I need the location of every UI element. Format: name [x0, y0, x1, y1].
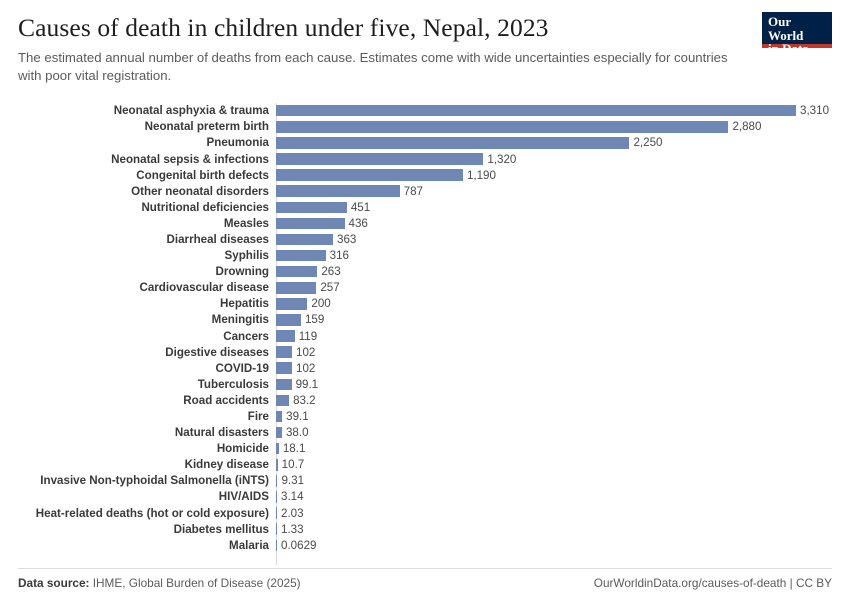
bar-category-label: Pneumonia — [206, 136, 269, 150]
bar-category-label: Measles — [223, 216, 269, 230]
bar[interactable] — [276, 169, 463, 181]
data-source-label: Data source: — [18, 576, 90, 590]
bar-row[interactable] — [18, 425, 832, 441]
bar-track — [276, 344, 832, 360]
bar-value-label: 787 — [403, 184, 423, 198]
bar-track — [276, 457, 832, 473]
bar[interactable] — [276, 330, 295, 342]
bar-value-label: 451 — [350, 200, 371, 214]
bar[interactable] — [276, 250, 326, 262]
data-source — [18, 576, 301, 590]
bar-category-label: Fire — [247, 410, 269, 423]
bar-track — [276, 360, 832, 376]
bar-row[interactable] — [18, 376, 832, 392]
bar-track — [276, 441, 832, 457]
bar-value-label: 102 — [296, 361, 316, 375]
bar-value-label: 257 — [320, 281, 340, 295]
bar-value-label: 159 — [304, 313, 325, 327]
bar[interactable] — [276, 137, 629, 149]
bar-track — [276, 312, 832, 328]
bar-value-label: 39.1 — [286, 410, 309, 423]
bar[interactable] — [276, 379, 292, 391]
bar-track — [276, 183, 832, 199]
bar-track — [276, 215, 832, 231]
bar[interactable] — [276, 491, 277, 503]
bar[interactable] — [276, 507, 277, 519]
bar-category-label: HIV/AIDS — [218, 490, 269, 504]
bar-row[interactable] — [18, 151, 832, 167]
bar-row[interactable] — [18, 457, 832, 473]
bar-row[interactable] — [18, 521, 832, 537]
bar-row[interactable] — [18, 344, 832, 360]
bar-category-label: Syphilis — [224, 249, 269, 263]
bar-category-label: Congenital birth defects — [136, 168, 269, 182]
bar[interactable] — [276, 153, 483, 165]
bar-row[interactable] — [18, 167, 832, 183]
bar-track — [276, 489, 832, 505]
page-title: Causes of death in children under five, Nepal, 2023 — [18, 13, 549, 42]
bar-row[interactable] — [18, 473, 832, 489]
bar-track — [276, 231, 832, 247]
bar[interactable] — [276, 362, 292, 374]
bar-value-label: 2,880 — [732, 120, 762, 134]
bar-category-label: Invasive Non-typhoidal Salmonella (iNTS) — [40, 474, 269, 488]
bar-track — [276, 473, 832, 489]
bar-row[interactable] — [18, 103, 832, 119]
bar[interactable] — [276, 121, 728, 133]
footer-attribution[interactable]: OurWorldinData.org/causes-of-death | CC BY — [593, 576, 832, 590]
bar-row[interactable] — [18, 231, 832, 247]
bar-track — [276, 151, 832, 167]
bar-category-label: Neonatal asphyxia & trauma — [113, 104, 269, 118]
bar-value-label: 316 — [329, 249, 349, 263]
bar[interactable] — [276, 427, 282, 439]
bar-category-label: Kidney disease — [184, 458, 269, 472]
bar-category-label: Neonatal sepsis & infections — [111, 152, 269, 166]
bar[interactable] — [276, 395, 289, 407]
bar-track — [276, 296, 832, 312]
bar[interactable] — [276, 298, 307, 310]
bar[interactable] — [276, 314, 301, 326]
bar-value-label: 38.0 — [285, 426, 309, 440]
bar[interactable] — [276, 202, 347, 214]
bar-value-label: 1,190 — [466, 168, 496, 182]
bar-category-label: Nutritional deficiencies — [141, 200, 269, 214]
bar-track — [276, 537, 832, 553]
bar[interactable] — [276, 411, 282, 423]
bar-row[interactable] — [18, 312, 832, 328]
bar-track — [276, 119, 832, 135]
bar-track — [276, 425, 832, 441]
bar[interactable] — [276, 234, 333, 246]
bar-value-label: 102 — [296, 345, 316, 359]
bar-value-label: 263 — [321, 265, 341, 279]
bar-category-label: Malaria — [229, 538, 269, 552]
bar-track — [276, 392, 832, 408]
chart-subtitle: The estimated annual number of deaths from each cause. Estimates come with wide uncertainties especially for countries with poor vital registration. — [18, 50, 728, 83]
bar-value-label: 18.1 — [282, 442, 306, 456]
chart-header — [18, 14, 832, 85]
data-source-text: IHME, Global Burden of Disease (2025) — [92, 576, 301, 590]
bar-rows — [18, 103, 832, 554]
bar-row[interactable] — [18, 441, 832, 457]
logo-line-2: in Data — [768, 41, 809, 57]
bar-value-label: 9.31 — [281, 474, 305, 488]
bar-track — [276, 505, 832, 521]
bar-category-label: Digestive diseases — [165, 345, 269, 359]
bar-track — [276, 103, 832, 119]
bar-value-label: 3,310 — [800, 104, 830, 118]
bar-value-label: 436 — [348, 216, 368, 230]
bar-category-label: Hepatitis — [220, 297, 269, 311]
bar[interactable] — [276, 443, 279, 455]
bar-track — [276, 280, 832, 296]
bar[interactable] — [276, 523, 277, 535]
bar-category-label: Tuberculosis — [197, 377, 269, 391]
bar-track — [276, 376, 832, 392]
bar-row[interactable] — [18, 328, 832, 344]
bar-row[interactable] — [18, 248, 832, 264]
bar-track — [276, 167, 832, 183]
bar-row[interactable] — [18, 183, 832, 199]
bar[interactable] — [276, 475, 277, 487]
bar-category-label: Other neonatal disorders — [131, 184, 269, 198]
bar-value-label: 363 — [337, 232, 357, 246]
bar-row[interactable] — [18, 199, 832, 215]
bar-value-label: 2.03 — [281, 506, 304, 520]
bar-value-label: 2,250 — [633, 136, 663, 150]
bar-row[interactable] — [18, 296, 832, 312]
bar-row[interactable] — [18, 489, 832, 505]
bar-value-label: 200 — [311, 297, 331, 311]
logo-line-1: Our World — [768, 14, 804, 43]
bar-category-label: Diabetes mellitus — [173, 522, 269, 536]
bar-chart — [18, 103, 832, 565]
bar-value-label: 10.7 — [281, 458, 305, 472]
bar-track — [276, 521, 832, 537]
bar[interactable] — [276, 185, 400, 197]
bar-category-label: Diarrheal diseases — [166, 232, 269, 246]
bar-row[interactable] — [18, 215, 832, 231]
bar-row[interactable] — [18, 264, 832, 280]
bar-category-label: Neonatal preterm birth — [144, 120, 269, 134]
bar-category-label: Heat-related deaths (hot or cold exposure) — [35, 506, 269, 520]
bar[interactable] — [276, 346, 292, 358]
bar-category-label: Meningitis — [211, 313, 269, 327]
our-world-in-data-logo[interactable] — [762, 12, 832, 57]
bar-row[interactable] — [18, 119, 832, 135]
bar-category-label: COVID-19 — [215, 361, 269, 375]
bar-value-label: 1,320 — [487, 152, 517, 166]
bar-value-label: 83.2 — [293, 393, 316, 407]
bar-row[interactable] — [18, 280, 832, 296]
bar-category-label: Homicide — [216, 442, 269, 456]
bar[interactable] — [276, 218, 345, 230]
bar-row[interactable] — [18, 392, 832, 408]
bar-row[interactable] — [18, 537, 832, 553]
bar-category-label: Natural disasters — [174, 426, 269, 440]
bar-track — [276, 199, 832, 215]
bar-row[interactable] — [18, 408, 832, 424]
bar-category-label: Road accidents — [183, 393, 269, 407]
bar[interactable] — [276, 105, 796, 117]
bar[interactable] — [276, 282, 316, 294]
bar-value-label: 3.14 — [281, 490, 304, 504]
chart-footer — [18, 568, 832, 590]
bar-category-label: Cancers — [223, 329, 269, 343]
bar-track — [276, 135, 832, 151]
bar-track — [276, 248, 832, 264]
bar-row[interactable] — [18, 135, 832, 151]
bar-track — [276, 408, 832, 424]
bar-category-label: Drowning — [215, 265, 269, 279]
bar[interactable] — [276, 459, 278, 471]
bar-row[interactable] — [18, 360, 832, 376]
bar-row[interactable] — [18, 505, 832, 521]
bar[interactable] — [276, 266, 317, 278]
bar-value-label: 119 — [298, 329, 318, 343]
bar-track — [276, 264, 832, 280]
bar[interactable] — [276, 540, 277, 552]
bar-value-label: 0.0629 — [281, 538, 317, 552]
bar-category-label: Cardiovascular disease — [139, 281, 269, 295]
bar-value-label: 99.1 — [295, 377, 319, 391]
bar-value-label: 1.33 — [281, 522, 304, 536]
bar-track — [276, 328, 832, 344]
